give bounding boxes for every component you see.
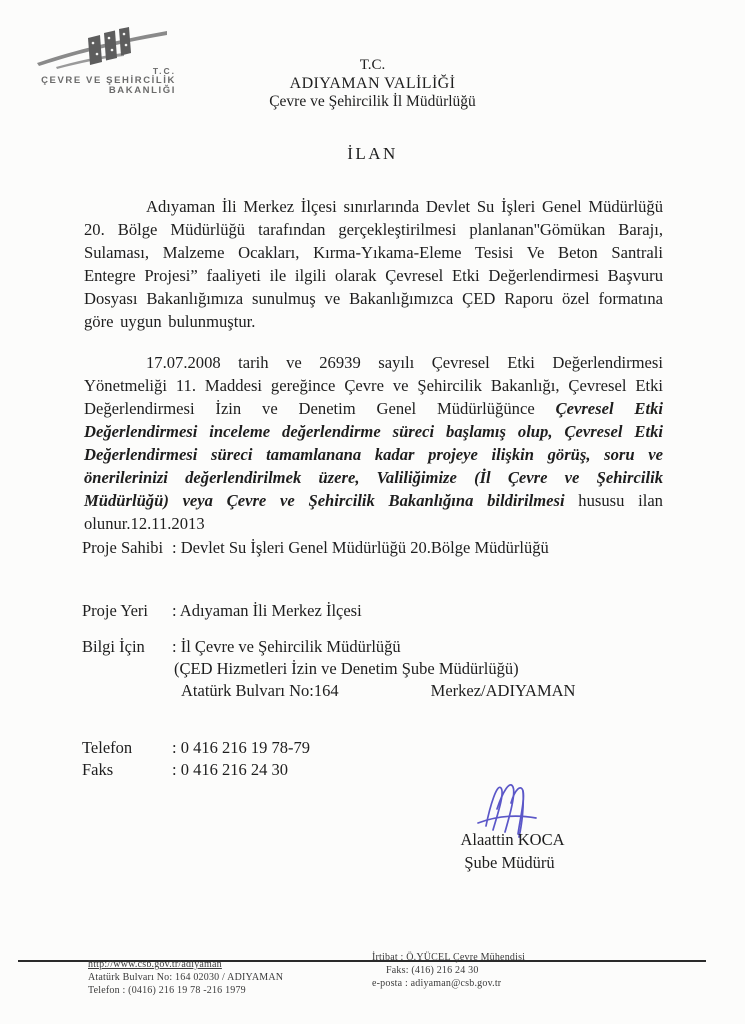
telefon-value: : 0 416 216 19 78-79 — [172, 738, 310, 757]
proje-yeri-label: Proje Yeri — [82, 601, 149, 620]
footer-website-link: http://www.csb.gov.tr/adiyaman — [88, 959, 222, 970]
footer-contact-person: İrtibat : Ö.YÜCEL Çevre Mühendisi — [372, 952, 526, 963]
detail-row-telefon — [82, 737, 310, 759]
footer-address: Atatürk Bulvarı No: 164 02030 / ADIYAMAN — [88, 972, 284, 983]
logo-ministry-name-2: BAKANLIĞI — [108, 85, 176, 96]
faks-value: : 0 416 216 24 30 — [172, 760, 288, 779]
detail-row-proje-yeri — [82, 600, 362, 622]
paragraph-2-normal-start: 17.07.2008 tarih ve 26939 sayılı Çevresel Etki Değerlendirmesi Yönetmeliği 11. Maddesi gereğince Çevre ve Şehircilik Bakanlığı, Çevresel Etki Değerlendirmesi İzin ve Denetim Genel Müdürlüğünce — [84, 353, 663, 419]
footer-fax: Faks: (416) 216 24 30 — [386, 965, 479, 976]
letterhead — [0, 56, 745, 112]
bilgi-icin-line3 — [172, 680, 575, 702]
detail-row-bilgi-icin — [82, 636, 575, 702]
detail-row-faks — [82, 759, 288, 781]
paragraph-1: Adıyaman İli Merkez İlçesi sınırlarında Devlet Su İşleri Genel Müdürlüğü 20. Bölge Müdürlüğü tarafından gerçekleştirilmesi planlanan''Gömükan Barajı, Sulaması, Malzeme Ocakları, Kırma-Yıkama-Eleme Tesisi Ve Beton Santrali Entegre Projesi” faaliyeti ile ilgili olarak Çevresel Etki Değerlendirmesi Başvuru Dosyası Bakanlığımıza sunulmuş ve Bakanlığımızca ÇED Raporu özel formatına göre uygun bulunmuştur. — [84, 197, 663, 331]
document-body — [84, 196, 663, 536]
detail-row-proje-sahibi — [82, 537, 549, 559]
signatory-name: Alaattin KOCA — [460, 830, 565, 849]
bilgi-icin-value — [172, 636, 575, 702]
paragraph-2-bold-italic: Çevresel Etki Değerlendirmesi inceleme değerlendirme süreci başlamış olup, Çevresel Etki Değerlendirmesi süreci tamamlanana kadar projeye ilişkin görüş, soru ve önerilerinizi değerlendirilmek üzere, Valiliğimize (İl Çevre ve Şehircilik Müdürlüğü) veya Çevre ve Şehircilik Bakanlığına bildirilmesi — [84, 399, 663, 510]
paragraph-2 — [84, 352, 663, 535]
paragraph-2-normal-end: hususu ilan olunur.12.11.2013 — [84, 490, 663, 533]
footer-email: e-posta : adiyaman@csb.gov.tr — [372, 978, 502, 989]
bilgi-icin-line2: (ÇED Hizmetleri İzin ve Denetim Şube Müdürlüğü) — [174, 659, 519, 678]
document-title: İLAN — [347, 144, 398, 163]
proje-sahibi-label: Proje Sahibi — [82, 538, 164, 557]
bilgi-icin-label: Bilgi İçin — [82, 637, 145, 656]
letterhead-authority: ADIYAMAN VALİLİĞİ — [289, 74, 456, 92]
logo-tc: T.C. — [152, 66, 176, 76]
proje-yeri-value: : Adıyaman İli Merkez İlçesi — [172, 601, 362, 620]
bilgi-icin-city: Merkez/ADIYAMAN — [430, 681, 576, 700]
bilgi-icin-address: Atatürk Bulvarı No:164 — [181, 681, 339, 700]
bilgi-icin-line1: : İl Çevre ve Şehircilik Müdürlüğü — [172, 637, 401, 656]
letterhead-department: Çevre ve Şehircilik İl Müdürlüğü — [269, 93, 476, 110]
faks-label: Faks — [82, 760, 114, 779]
handwritten-signature-icon — [466, 776, 550, 838]
telefon-label: Telefon — [82, 738, 133, 757]
letterhead-tc: T.C. — [359, 57, 386, 73]
footer-telephone: Telefon : (0416) 216 19 78 -216 1979 — [88, 985, 246, 996]
proje-sahibi-value: : Devlet Su İşleri Genel Müdürlüğü 20.Bölge Müdürlüğü — [172, 538, 549, 557]
signatory-title: Şube Müdürü — [464, 853, 555, 872]
logo-ministry-name: ÇEVRE VE ŞEHİRCİLİK — [41, 75, 176, 86]
